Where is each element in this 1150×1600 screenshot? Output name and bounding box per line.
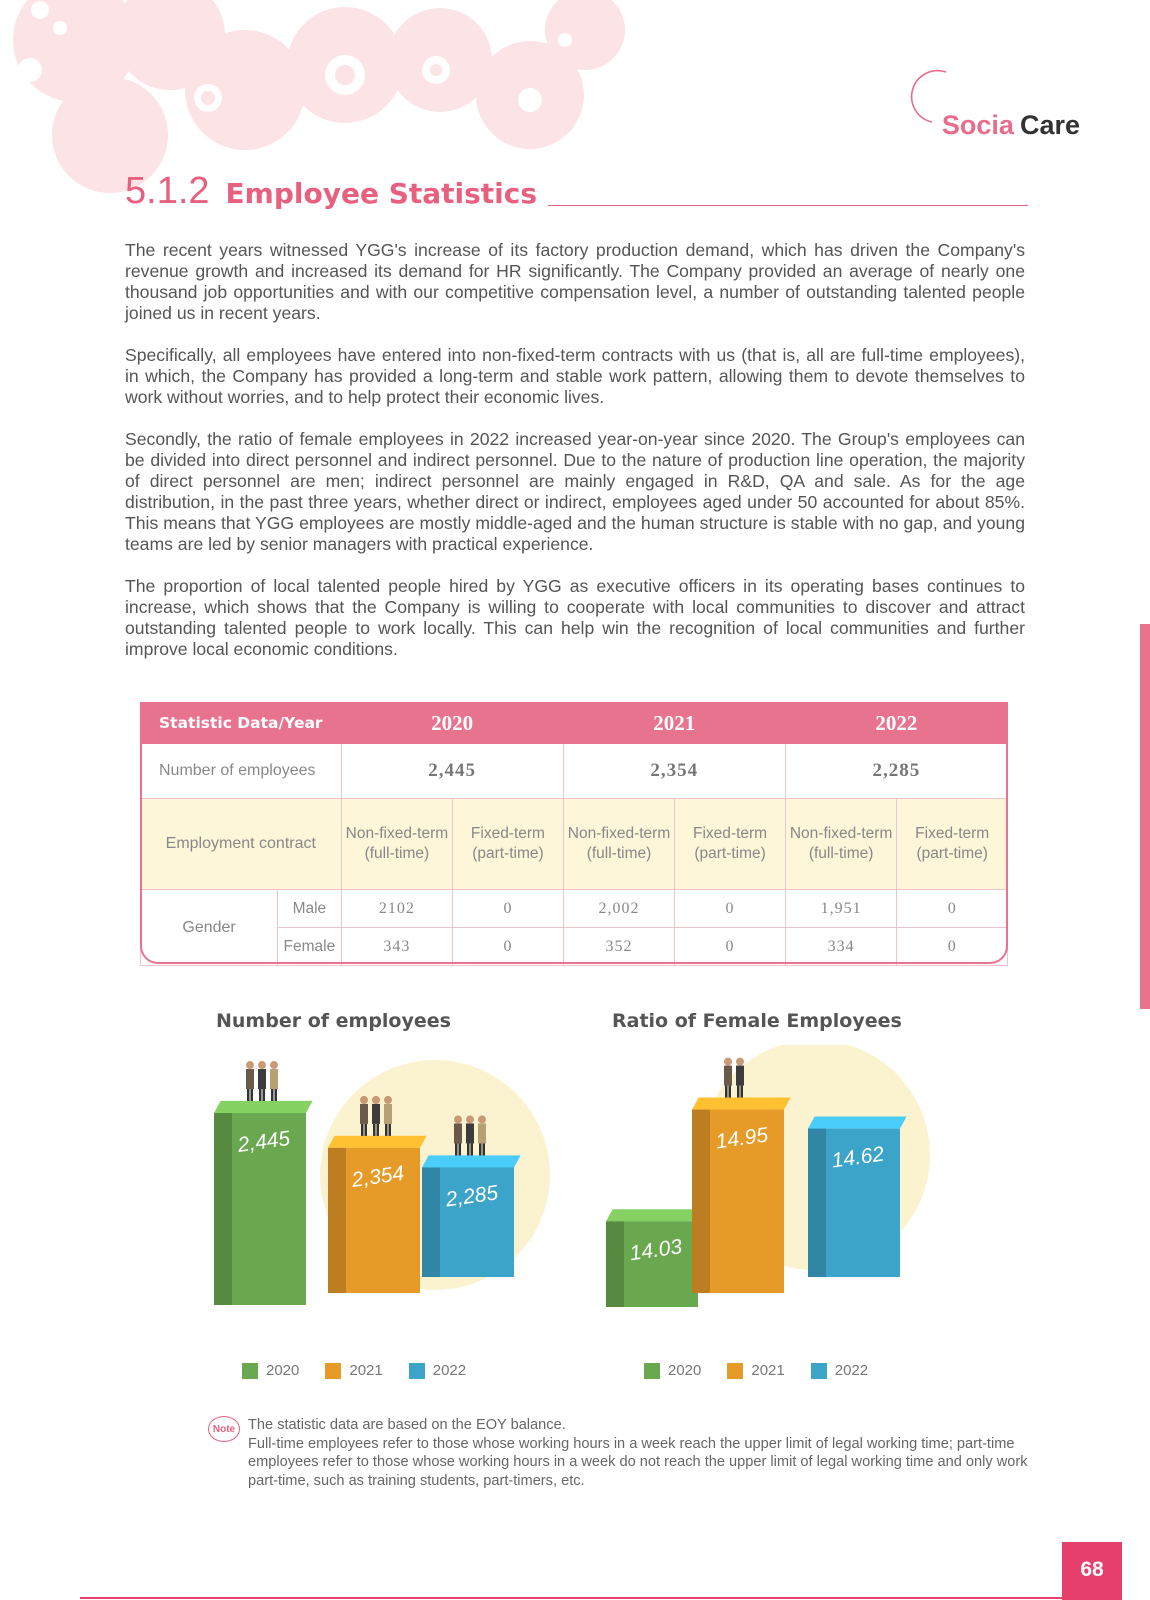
table-header-row — [141, 703, 1008, 744]
legend-swatch — [409, 1363, 425, 1379]
legend-label: 2020 — [668, 1362, 702, 1379]
paragraph: The recent years witnessed YGG's increase of its factory production demand, which has driven the Company's revenue growth and increased its demand for HR significantly. The Company provided an average of nearly one thousand job opportunities and with our competitive compensation level, a number of outstanding talented people joined us in recent years. — [125, 240, 1025, 323]
footnote — [208, 1416, 1028, 1490]
female-2021-fixed: 0 — [675, 928, 786, 966]
paragraph: Secondly, the ratio of female employees in 2022 increased year-on-year since 2020. The Group's employees can be divided into direct personnel and indirect personnel. Due to the nature of production line operation, the majority of direct personnel are men; indirect personnel are mainly engaged in R&D, QA and sale. As for the age distribution, in the past three years, whether direct or indirect, employees aged under 50 accounted for about 85%. This means that YGG employees are mostly middle-aged and the human structure is stable with no gap, and young teams are led by senior managers with practical experience. — [125, 429, 1025, 554]
bar-label: 2,285 — [444, 1181, 500, 1212]
female-2022-fixed: 0 — [897, 928, 1008, 966]
brand-part1: Socia — [941, 110, 1014, 140]
legend-swatch — [644, 1363, 660, 1379]
female-2021-nonfixed: 352 — [563, 928, 675, 966]
contract-fixed-2020: Fixed-term (part-time) — [453, 799, 564, 890]
contract-fixed-2022: Fixed-term (part-time) — [897, 799, 1008, 890]
legend-item — [644, 1362, 701, 1379]
legend-swatch — [811, 1363, 827, 1379]
bar-side — [808, 1129, 826, 1277]
bar-2020 — [214, 1061, 313, 1305]
employees-chart-legend — [242, 1362, 466, 1379]
bar-label: 14.03 — [628, 1235, 684, 1266]
note-text — [248, 1416, 1028, 1490]
female-2020-fixed: 0 — [453, 928, 564, 966]
male-2020-nonfixed: 2102 — [341, 890, 453, 928]
legend-item — [242, 1362, 299, 1379]
brand-part2: Care — [1019, 110, 1080, 140]
employees-2020: 2,445 — [341, 744, 563, 799]
note-line: The statistic data are based on the EOY balance. — [248, 1417, 566, 1433]
bar-top — [606, 1209, 705, 1221]
bottom-rule — [80, 1597, 1090, 1599]
bar-top — [692, 1097, 791, 1109]
section-number: 5.1.2 — [125, 170, 210, 212]
chart-title-employees: Number of employees — [216, 1010, 451, 1032]
employees-chart — [200, 1045, 560, 1345]
female-label: Female — [278, 928, 341, 966]
body-text — [125, 240, 1025, 681]
bar-side — [214, 1113, 232, 1305]
note-line: Full-time employees refer to those whose working hours in a week reach the upper limit of legal working time; part-time employees refer to those whose working hours in a week do not reach the upper limit of legal working time and only work part-time, such as training students, part-timers, etc. — [248, 1435, 1028, 1489]
employees-2022: 2,285 — [785, 744, 1007, 799]
legend-item — [325, 1362, 382, 1379]
chart-title-female-ratio: Ratio of Female Employees — [612, 1010, 902, 1032]
female-ratio-chart — [600, 1045, 960, 1345]
bar-top — [422, 1155, 521, 1167]
contract-nonfixed-2020: Non-fixed-term (full-time) — [341, 799, 453, 890]
legend-label: 2020 — [266, 1362, 300, 1379]
legend-item — [409, 1362, 466, 1379]
bar-side — [328, 1148, 346, 1293]
bar-2020 — [606, 1209, 705, 1307]
female-2020-nonfixed: 343 — [341, 928, 453, 966]
bar-top — [328, 1136, 427, 1148]
table-row — [141, 890, 1008, 928]
paragraph: Specifically, all employees have entered into non-fixed-term contracts with us (that is, all are full-time employees), in which, the Company has provided a long-term and stable work pattern, allowing them to devote themselves to work without worries, and to help protect their economic lives. — [125, 345, 1025, 407]
legend-item — [727, 1362, 784, 1379]
legend-label: 2022 — [834, 1362, 869, 1379]
contract-label: Employment contract — [141, 799, 342, 890]
bar-label: 2,445 — [236, 1126, 292, 1158]
legend-swatch — [242, 1363, 258, 1379]
bar-label: 14.95 — [714, 1123, 770, 1154]
legend-swatch — [325, 1363, 341, 1379]
employees-2021: 2,354 — [563, 744, 785, 799]
contract-nonfixed-2022: Non-fixed-term (full-time) — [785, 799, 897, 890]
bar-label: 2,354 — [350, 1161, 406, 1192]
bar-top — [808, 1117, 907, 1129]
table-row — [141, 744, 1008, 799]
gender-label: Gender — [141, 890, 278, 966]
brand-label — [942, 110, 1080, 141]
bar-side — [606, 1221, 624, 1307]
male-2022-nonfixed: 1,951 — [785, 890, 897, 928]
section-heading — [125, 170, 537, 213]
section-title: Employee Statistics — [225, 177, 538, 210]
male-2022-fixed: 0 — [897, 890, 1008, 928]
legend-label: 2022 — [432, 1362, 467, 1379]
bar-top — [214, 1101, 313, 1113]
legend-item — [811, 1362, 868, 1379]
female-2022-nonfixed: 334 — [785, 928, 897, 966]
paragraph: The proportion of local talented people hired by YGG as executive officers in its operating bases continues to increase, which shows that the Company is willing to cooperate with local communities to discover and attract outstanding talented people to work locally. This can help win the recognition of local communities and further improve local economic conditions. — [125, 576, 1025, 659]
legend-label: 2021 — [751, 1362, 785, 1379]
female-ratio-chart-legend — [644, 1362, 868, 1379]
male-2021-fixed: 0 — [675, 890, 786, 928]
bar-side — [422, 1167, 440, 1277]
bar-label: 14.62 — [830, 1142, 886, 1173]
male-2020-fixed: 0 — [453, 890, 564, 928]
contract-nonfixed-2021: Non-fixed-term (full-time) — [563, 799, 675, 890]
bar-side — [692, 1110, 710, 1293]
year-2021: 2021 — [563, 703, 785, 744]
bar-2022 — [808, 1117, 907, 1277]
year-2022: 2022 — [785, 703, 1007, 744]
table-header-label: Statistic Data/Year — [141, 703, 342, 744]
male-label: Male — [278, 890, 341, 928]
male-2021-nonfixed: 2,002 — [563, 890, 675, 928]
year-2020: 2020 — [341, 703, 563, 744]
legend-label: 2021 — [349, 1362, 383, 1379]
note-icon: Note — [208, 1416, 240, 1442]
legend-swatch — [727, 1363, 743, 1379]
table-row — [141, 799, 1008, 890]
statistics-table — [140, 702, 1008, 966]
people-icon — [246, 1061, 278, 1101]
page-number: 68 — [1062, 1542, 1122, 1600]
side-accent-bar — [1140, 624, 1150, 1009]
heading-rule — [548, 205, 1028, 206]
contract-fixed-2021: Fixed-term (part-time) — [675, 799, 786, 890]
employees-label: Number of employees — [141, 744, 342, 799]
